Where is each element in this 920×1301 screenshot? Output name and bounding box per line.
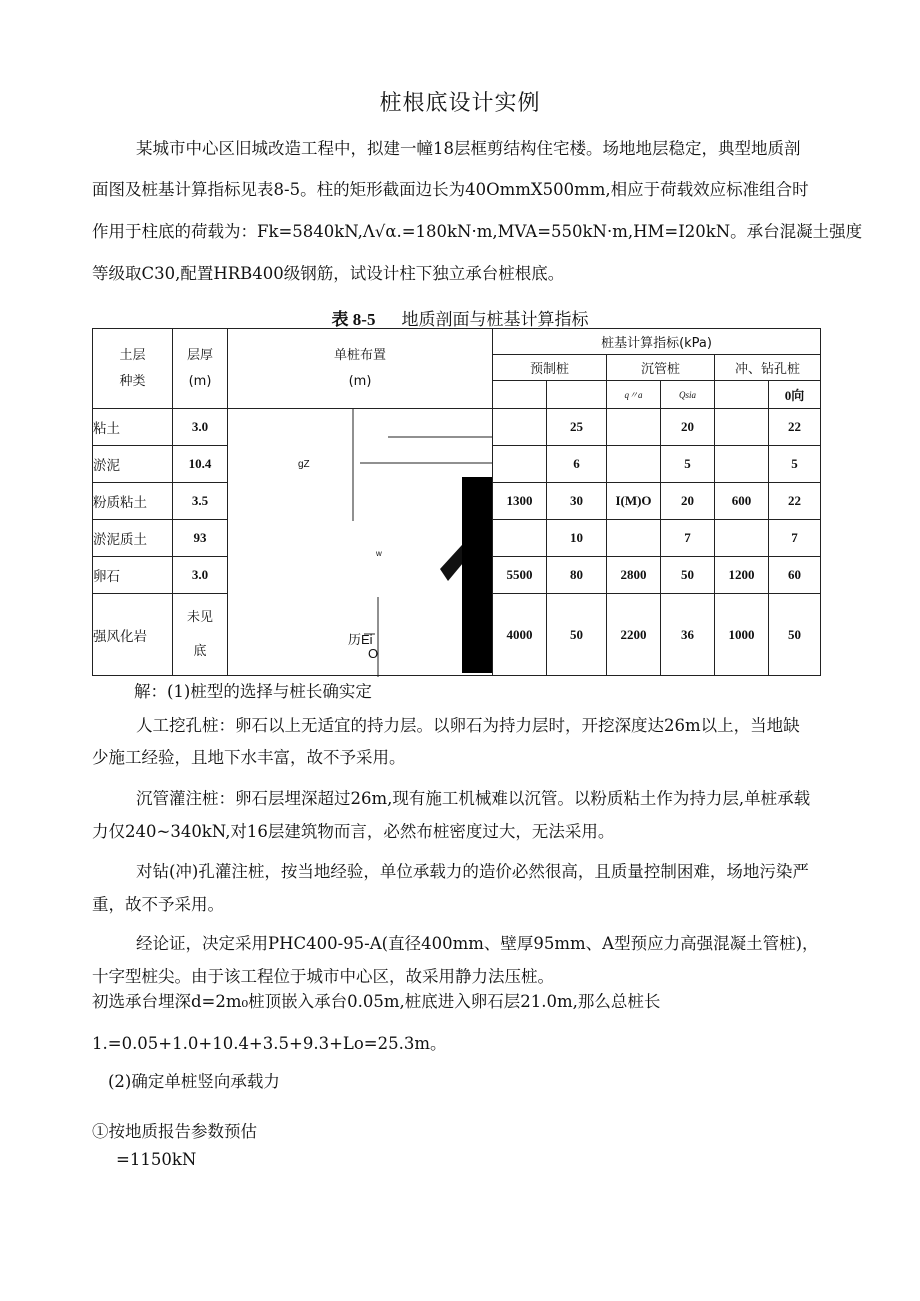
soil-thickness-line2: 底 [193, 643, 207, 659]
table-row [93, 409, 821, 446]
soil-thickness: 3.5 [173, 483, 228, 520]
soil-thickness [173, 594, 228, 676]
solution-p4-line1: 经论证，决定采用PHC400-95-A(直径400mm、壁厚95mm、A型预应力高强混凝土管桩)， [136, 934, 819, 953]
sketch-label-d: O [368, 646, 379, 661]
page-title: 桩根底设计实例 [379, 91, 541, 116]
header-thickness-line2: (m) [188, 373, 212, 389]
header-layout [228, 329, 493, 409]
sub-header-empty-1 [493, 381, 547, 409]
solution-p3-line1: 对钻(冲)孔灌注桩，按当地经验，单位承载力的造价必然很高，且质量控制困难，场地污染严 [136, 862, 809, 881]
intro-line-2: 面图及桩基计算指标见表8-5。柱的矩形截面边长为40OmmX500mm,相应于荷载效应标准组合时 [92, 180, 809, 199]
cell-value [493, 446, 547, 483]
solution-p8: ①按地质报告参数预估 [92, 1122, 257, 1141]
cell-value: 50 [547, 594, 607, 676]
cell-value: 5500 [493, 557, 547, 594]
cell-value: 6 [547, 446, 607, 483]
soil-thickness: 10.4 [173, 446, 228, 483]
sub-header-empty-3 [715, 381, 769, 409]
soil-name: 粉质粘土 [93, 483, 173, 520]
intro-line-1: 某城市中心区旧城改造工程中，拟建一幢18层框剪结构住宅楼。场地地层稳定，典型地质剖 [136, 139, 801, 158]
intro-line-3: 作用于柱底的荷载为：Fk=5840kN,Λ√α.=180kN·m,MVA=550kN·m,HM=I20kN。承台混凝土强度 [92, 222, 863, 241]
solution-p5: 初选承台埋深d=2m₀桩顶嵌入承台0.05m,桩底进入卵石层21.0m,那么总桩长 [92, 992, 661, 1011]
solution-p7: (2)确定单桩竖向承载力 [108, 1072, 280, 1091]
cell-value [607, 520, 661, 557]
cell-value [607, 409, 661, 446]
cell-value: 30 [547, 483, 607, 520]
header-soil-line1: 土层 [119, 347, 146, 363]
cell-value: 20 [661, 483, 715, 520]
soil-thickness: 93 [173, 520, 228, 557]
cell-value: 22 [769, 483, 821, 520]
header-soil [93, 329, 173, 409]
soil-name: 淤泥质土 [93, 520, 173, 557]
cell-value: 5 [769, 446, 821, 483]
pile-bar-graphic [462, 477, 492, 673]
header-bored: 冲、钻孔桩 [715, 355, 821, 381]
soil-name: 强风化岩 [93, 594, 173, 676]
solution-p1-line1: 人工挖孔桩：卵石以上无适宜的持力层。以卵石为持力层时，开挖深度达26m以上，当地缺 [136, 716, 800, 735]
cell-value: 1000 [715, 594, 769, 676]
solution-p2-line1: 沉管灌注桩：卵石层埋深超过26m,现有施工机械难以沉管。以粉质粘土作为持力层,单桩承载 [136, 789, 811, 808]
intro-line-4: 等级取C30,配置HRB400级钢筋，试设计柱下独立承台桩根底。 [92, 264, 565, 283]
header-thickness [173, 329, 228, 409]
cell-value: 80 [547, 557, 607, 594]
soil-thickness: 3.0 [173, 557, 228, 594]
geology-table [92, 328, 821, 676]
sub-header-sunk-2: Qsia [661, 381, 715, 409]
header-sunk: 沉管桩 [607, 355, 715, 381]
cell-value: 1300 [493, 483, 547, 520]
cell-value: 1200 [715, 557, 769, 594]
solution-step-1: 解：(1)桩型的选择与桩长确实定 [134, 682, 372, 701]
cell-value: 60 [769, 557, 821, 594]
solution-p6: 1.=0.05+1.0+10.4+3.5+9.3+Lo=25.3m。 [92, 1034, 447, 1053]
solution-p4-line2: 十字型桩尖。由于该工程位于城市中心区，故采用静力法压桩。 [92, 967, 554, 986]
cell-value: 20 [661, 409, 715, 446]
cell-value [715, 446, 769, 483]
solution-p9: =1150kN [116, 1150, 197, 1169]
cell-value [493, 409, 547, 446]
table-caption-label: 表 8-5 [331, 310, 376, 329]
cell-value: I(M)O [607, 483, 661, 520]
header-soil-line2: 种类 [119, 373, 146, 389]
cell-value: 50 [769, 594, 821, 676]
sketch-label-b: w [376, 549, 382, 558]
solution-p1-line2: 少施工经验，且地下水丰富，故不予采用。 [92, 748, 406, 767]
cell-value [607, 446, 661, 483]
pile-layout-sketch [228, 409, 493, 676]
cell-value: 22 [769, 409, 821, 446]
cell-value: 600 [715, 483, 769, 520]
cell-value: 5 [661, 446, 715, 483]
cell-value: 50 [661, 557, 715, 594]
cell-value [493, 520, 547, 557]
header-indices: 桩基计算指标(kPa) [493, 329, 821, 355]
cell-value: 4000 [493, 594, 547, 676]
cell-value: 2200 [607, 594, 661, 676]
sketch-label-c: 历Ei [348, 632, 373, 647]
cell-value: 36 [661, 594, 715, 676]
cell-value [715, 409, 769, 446]
sub-header-bored-2: 0向 [769, 381, 821, 409]
soil-thickness-line1: 未见 [186, 609, 213, 625]
sub-header-sunk-1: q〃a [607, 381, 661, 409]
cell-value: 2800 [607, 557, 661, 594]
sketch-label-a: gZ [298, 459, 310, 470]
soil-name: 卵石 [93, 557, 173, 594]
soil-thickness: 3.0 [173, 409, 228, 446]
table-caption [0, 305, 920, 330]
cell-value: 7 [769, 520, 821, 557]
solution-p2-line2: 力仅240~340kN,对16层建筑物而言，必然布桩密度过大，无法采用。 [92, 822, 615, 841]
header-thickness-line1: 层厚 [186, 347, 213, 363]
table-caption-text: 地质剖面与桩基计算指标 [401, 310, 589, 330]
sub-header-empty-2 [547, 381, 607, 409]
soil-name: 淤泥 [93, 446, 173, 483]
solution-p3-line2: 重，故不予采用。 [92, 895, 224, 914]
header-layout-line1: 单桩布置 [333, 347, 386, 363]
cell-value: 7 [661, 520, 715, 557]
cell-value: 10 [547, 520, 607, 557]
header-layout-line2: (m) [348, 373, 372, 389]
soil-name: 粘土 [93, 409, 173, 446]
header-precast: 预制桩 [493, 355, 607, 381]
cell-value [715, 520, 769, 557]
cell-value: 25 [547, 409, 607, 446]
